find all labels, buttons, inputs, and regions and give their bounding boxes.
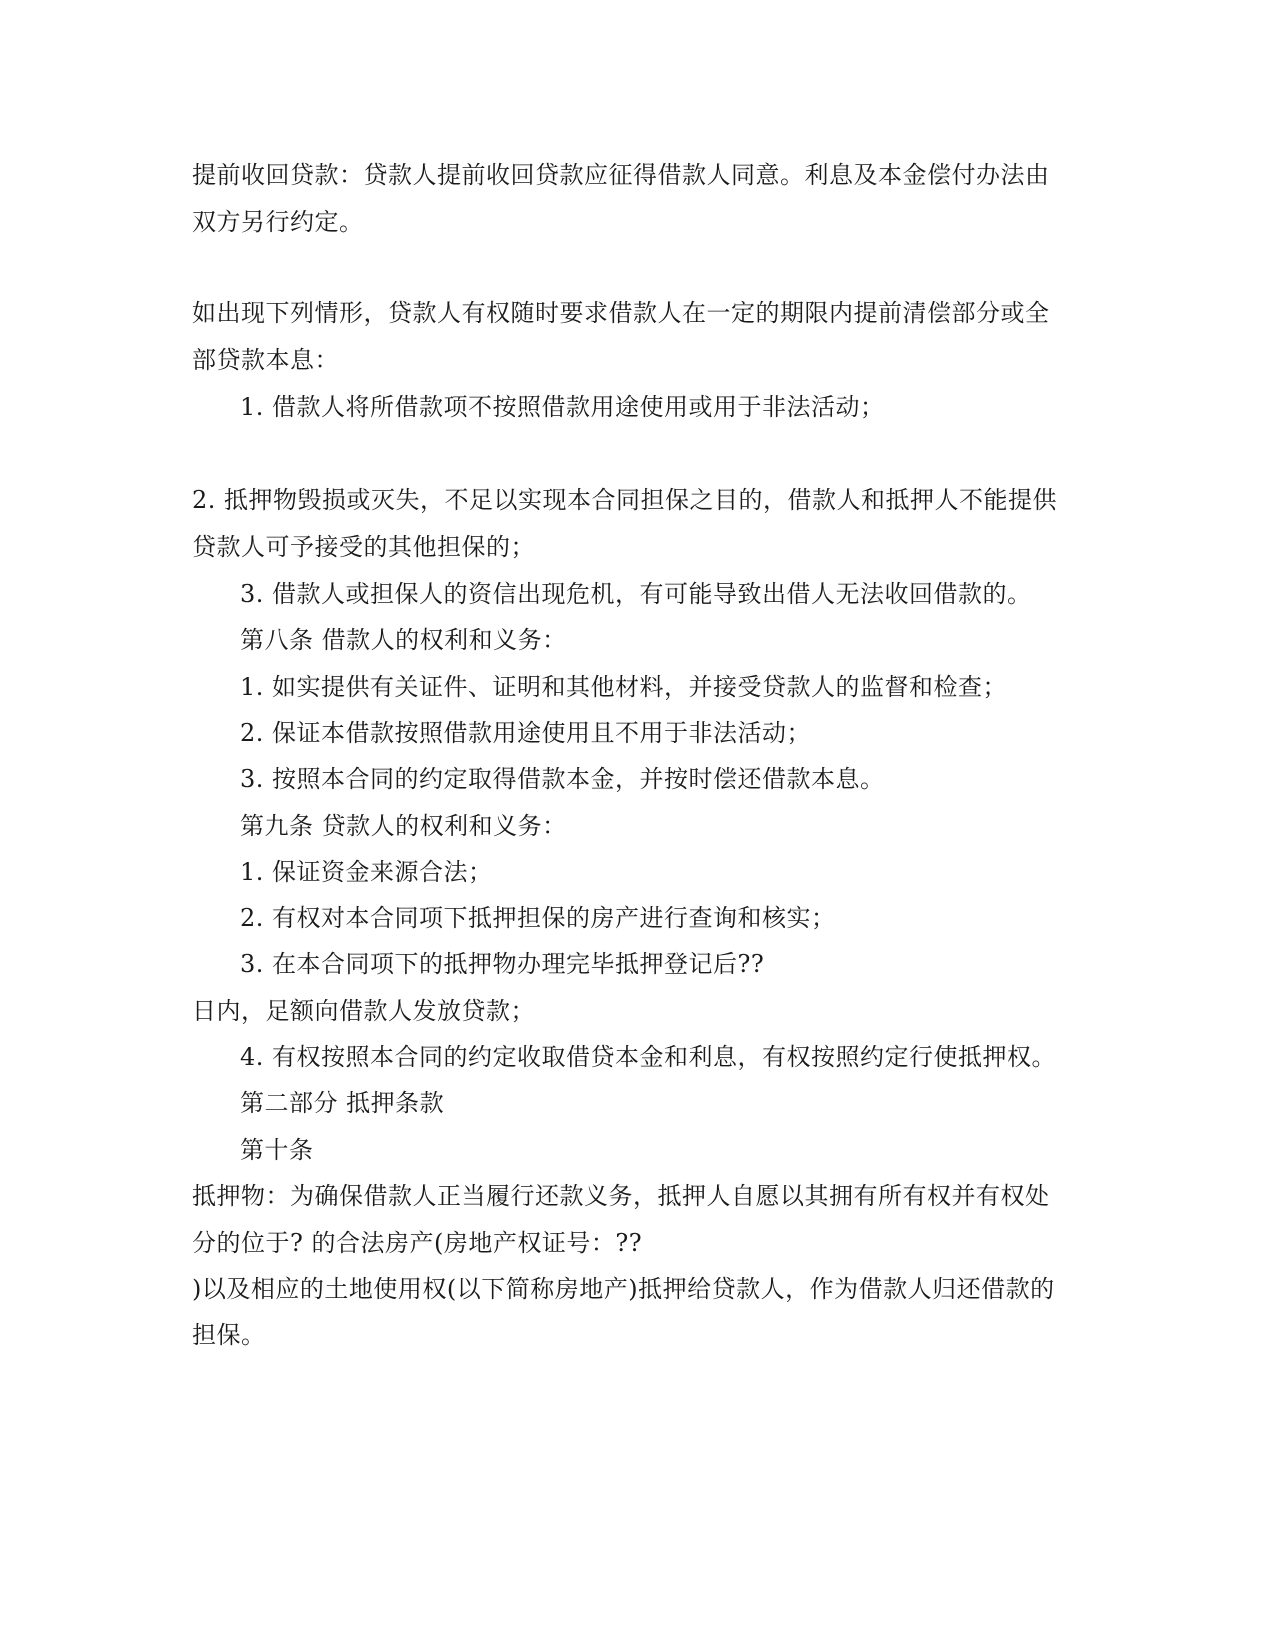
list-item: 2. 有权对本合同项下抵押担保的房产进行查询和核实； (240, 904, 836, 932)
section-heading: 第八条 借款人的权利和义务： (240, 626, 567, 654)
list-item: 1. 如实提供有关证件、证明和其他材料，并接受贷款人的监督和检查； (240, 673, 1008, 701)
paragraph-line: 抵押物：为确保借款人正当履行还款义务，抵押人自愿以其拥有所有权并有权处 (192, 1182, 1050, 1210)
paragraph-line: 贷款人可予接受的其他担保的； (192, 533, 535, 561)
paragraph-line: 如出现下列情形，贷款人有权随时要求借款人在一定的期限内提前清偿部分或全 (192, 299, 1050, 327)
paragraph-line: 部贷款本息： (192, 346, 339, 374)
section-heading: 第十条 (240, 1136, 314, 1164)
paragraph-line: )以及相应的土地使用权(以下简称房地产)抵押给贷款人，作为借款人归还借款的 (192, 1275, 1055, 1303)
part-heading: 第二部分 抵押条款 (240, 1089, 445, 1117)
list-item: 1. 借款人将所借款项不按照借款用途使用或用于非法活动； (240, 393, 885, 421)
paragraph-line: 分的位于? 的合法房产(房地产权证号：?? (192, 1229, 643, 1257)
list-item: 2. 抵押物毁损或灭失，不足以实现本合同担保之目的，借款人和抵押人不能提供 (192, 486, 1058, 514)
list-item: 3. 在本合同项下的抵押物办理完毕抵押登记后?? (240, 950, 765, 978)
list-item: 3. 按照本合同的约定取得借款本金，并按时偿还借款本息。 (240, 765, 885, 793)
section-heading: 第九条 贷款人的权利和义务： (240, 812, 567, 840)
list-item: 3. 借款人或担保人的资信出现危机，有可能导致出借人无法收回借款的。 (240, 580, 1032, 608)
paragraph-line: 提前收回贷款：贷款人提前收回贷款应征得借款人同意。利息及本金偿付办法由 (192, 161, 1050, 189)
paragraph-line: 日内，足额向借款人发放贷款； (192, 997, 535, 1025)
list-item: 1. 保证资金来源合法； (240, 858, 493, 886)
paragraph-line: 双方另行约定。 (192, 208, 364, 236)
list-item: 2. 保证本借款按照借款用途使用且不用于非法活动； (240, 719, 812, 747)
paragraph-line: 担保。 (192, 1321, 266, 1349)
list-item: 4. 有权按照本合同的约定收取借贷本金和利息，有权按照约定行使抵押权。 (240, 1043, 1057, 1071)
